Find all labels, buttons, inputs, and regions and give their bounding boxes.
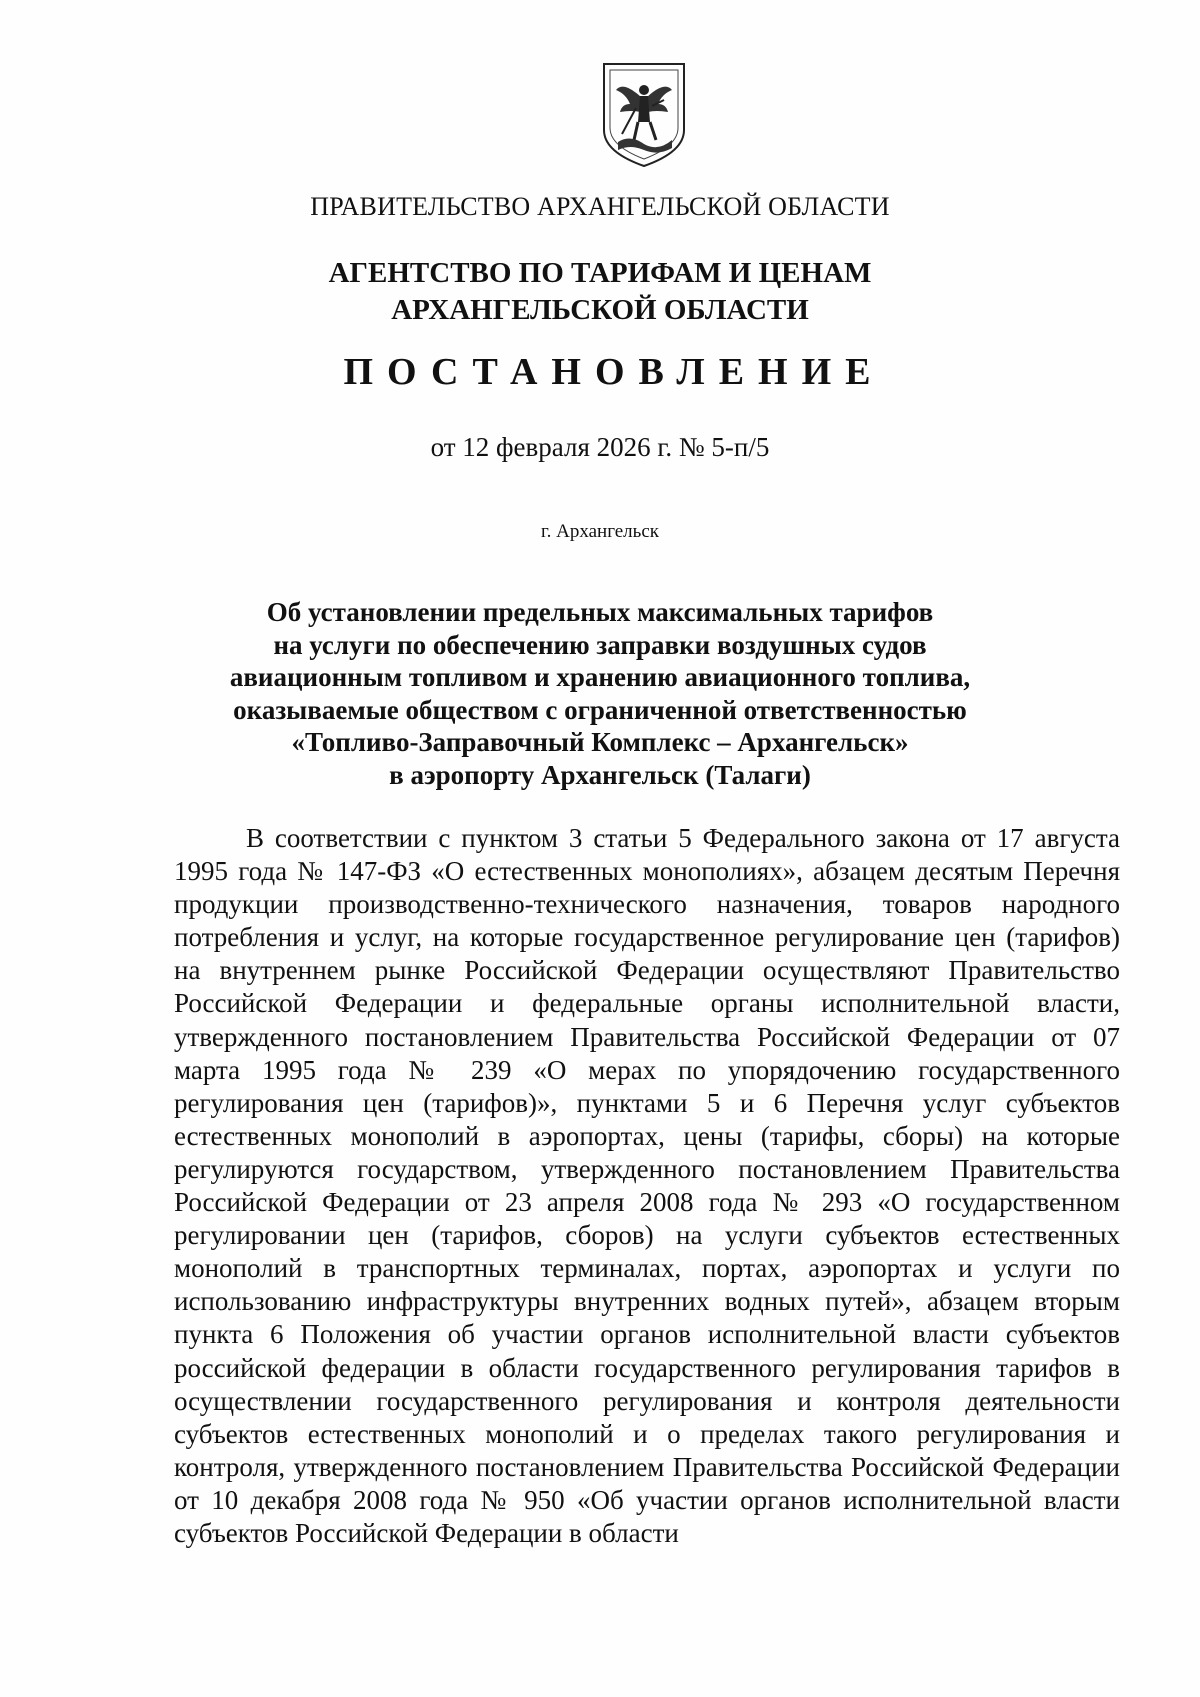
agency-name-line-1: АГЕНТСТВО ПО ТАРИФАМ И ЦЕНАМ bbox=[328, 257, 872, 289]
body-paragraph: В соответствии с пунктом 3 статьи 5 Федерального закона от 17 августа 1995 года № 147-ФЗ «О естественных монополиях», абзацем десятым Перечня продукции производственно-технического назначения, товаров народного потребления и услуг, на которые государственное регулирование цен (тарифов) на внутреннем рынке Российской Федерации осуществляют Правительство Российской Федерации и федеральные органы исполнительной власти, утвержденного постановлением Правительства Российской Федерации от 07 марта 1995 года № 239 «О мерах по упорядочению государственного регулирования цен (тарифов)», пунктами 5 и 6 Перечня услуг субъектов естественных монополий в аэропортах, цены (тарифы, сборы) на которые регулируются государством, утвержденного постановлением Правительства Российской Федерации от 23 апреля 2008 года № 293 «О государственном регулировании цен (тарифов, сборов) на услуги субъектов естественных монополий в транспортных терминалах, портах, аэропортах и услуги по использованию инфраструктуры внутренних водных путей», абзацем вторым пункта 6 Положения об участии органов исполнительной власти субъектов российской федерации в области государственного регулирования тарифов в осуществлении государственного регулирования и контроля деятельности субъектов естественных монополий и о пределах такого регулирования и контроля, утвержденного постановлением Правительства Российской Федерации от 10 декабря 2008 года № 950 «Об участии органов исполнительной власти субъектов Российской Федерации в области bbox=[174, 823, 1120, 1548]
title-line: «Топливо-Заправочный Комплекс – Архангельск» bbox=[291, 727, 909, 757]
coat-of-arms-emblem bbox=[600, 60, 688, 170]
document-date-and-number: от 12 февраля 2026 г. № 5-п/5 bbox=[430, 432, 770, 462]
government-name: ПРАВИТЕЛЬСТВО АРХАНГЕЛЬСКОЙ ОБЛАСТИ bbox=[310, 192, 890, 221]
title-line: Об установлении предельных максимальных тарифов bbox=[266, 597, 934, 627]
document-type-heading: ПОСТАНОВЛЕНИЕ bbox=[343, 351, 885, 393]
document-title bbox=[0, 596, 1200, 791]
title-line: оказываемые обществом с ограниченной ответственностью bbox=[233, 694, 967, 725]
document-city: г. Архангельск bbox=[540, 521, 659, 542]
agency-name-line-2: АРХАНГЕЛЬСКОЙ ОБЛАСТИ bbox=[391, 294, 809, 326]
title-line: в аэропорту Архангельск (Талаги) bbox=[389, 759, 811, 790]
title-line: авиационным топливом и хранению авиационного топлива, bbox=[229, 662, 971, 692]
agency-name bbox=[0, 255, 1200, 329]
title-line: на услуги по обеспечению заправки воздушных судов bbox=[273, 629, 927, 660]
